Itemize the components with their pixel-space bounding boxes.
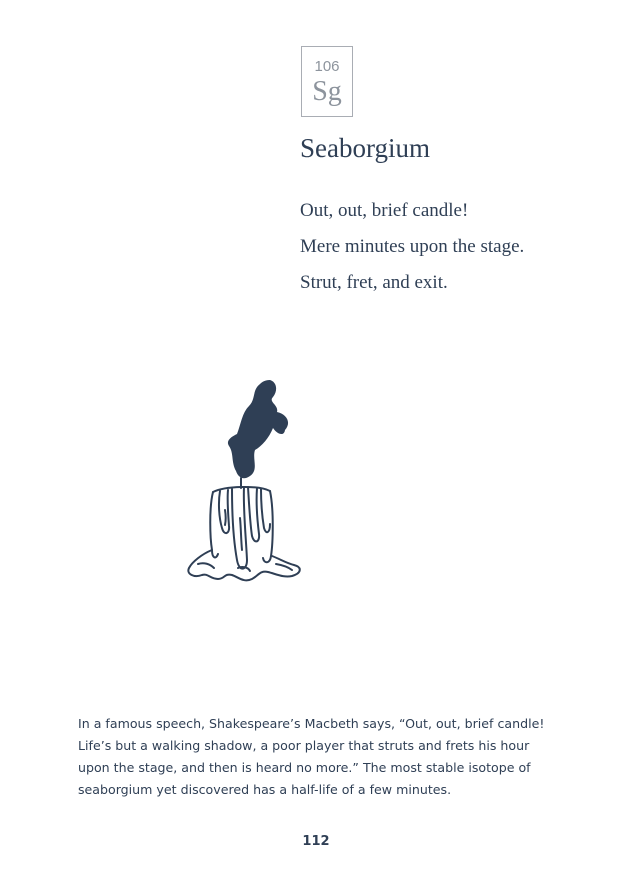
element-symbol: Sg: [312, 76, 342, 107]
element-tile: [301, 46, 353, 117]
melted-candle-smoke-icon: [180, 378, 308, 606]
smoke-plume: [228, 380, 288, 478]
wax-drip: [219, 490, 229, 533]
element-description: In a famous speech, Shakespeare’s Macbeth says, “Out, out, brief candle! Life’s but a walking shadow, a poor player that struts and frets his hour upon the stage, and then is heard no more.” The most stable isotope of seaborgium yet discovered has a half-life of a few minutes.: [78, 716, 545, 797]
poem-line-2: Mere minutes upon the stage.: [300, 236, 525, 257]
atomic-number: 106: [314, 58, 340, 75]
haiku-poem: [300, 201, 524, 309]
page-number: 112: [302, 834, 330, 849]
element-name: Seaborgium: [300, 133, 430, 163]
wax-drip: [261, 489, 270, 532]
wax-drip: [232, 487, 247, 569]
poem-line-1: Out, out, brief candle!: [300, 200, 469, 221]
poem-line-3: Strut, fret, and exit.: [300, 272, 448, 293]
wax-drip: [248, 487, 259, 541]
